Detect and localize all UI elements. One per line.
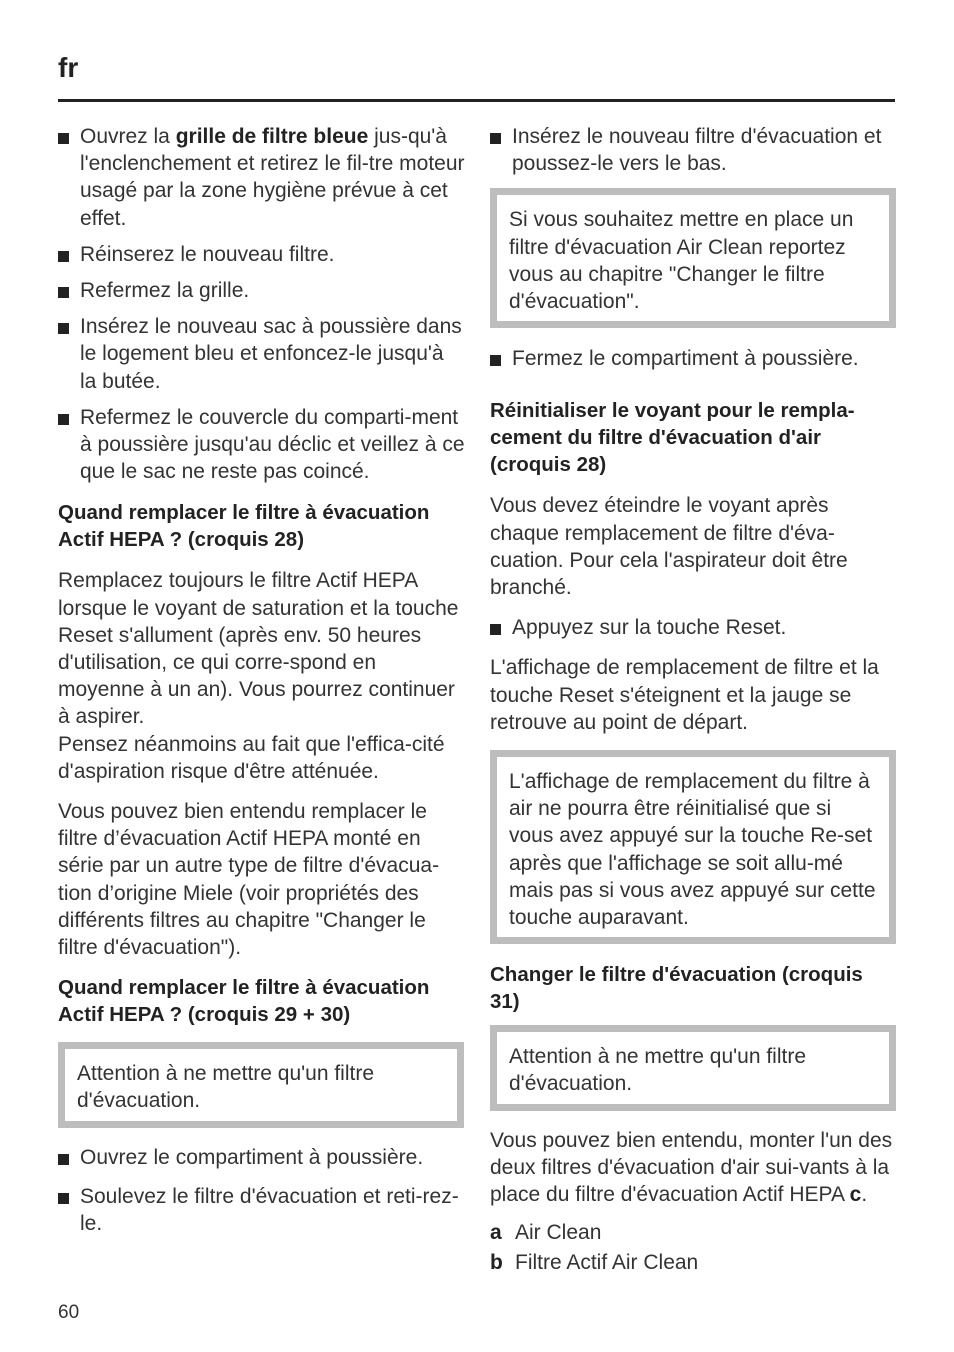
section-heading: Quand remplacer le filtre à évacuation Actif HEPA ? (croquis 28) [58,501,430,552]
paragraph-text: Vous pouvez bien entendu, monter l'un des deux filtres d'évacuation d'air sui-vants à la place du filtre d'évacuation Actif HEPA [490,1128,893,1207]
item-key: b [490,1251,503,1275]
bullet-square-icon [490,355,501,366]
emphasis-text: c [849,1183,862,1207]
note-text: Attention à ne mettre qu'un filtre d'évacuation. [509,1045,807,1096]
list-item [58,123,476,232]
bullet-square-icon [58,133,69,144]
note-box [490,188,896,328]
list-item [490,123,896,177]
paragraph-text: . [861,1183,868,1207]
bullet-square-icon [490,624,501,635]
section-heading: Changer le filtre d'évacuation (croquis 31) [490,963,863,1014]
section-heading: Quand remplacer le filtre à évacuation Actif HEPA ? (croquis 29 + 30) [58,976,430,1027]
language-label: fr [58,52,79,83]
left-column [58,123,464,1246]
bullet-square-icon [58,1154,69,1165]
right-column [490,123,896,1278]
list-item [58,1183,460,1237]
list-item-text: jus-qu'à l'enclenchement et retirez le fil-tre moteur usagé par la zone hygiène prévue à cet effet. [80,125,465,230]
list-item-text: Réinserez le nouveau filtre. [80,242,335,266]
header-rule [58,99,895,102]
list-item-text: Insérez le nouveau filtre d'évacuation et poussez-le vers le bas. [512,125,882,176]
page-number: 60 [58,1302,80,1323]
list-item [58,1144,464,1171]
paragraph [490,1127,896,1209]
paragraph-text: Pensez néanmoins au fait que l'effica-cité d'aspiration risque d'être atténuée. [58,732,445,783]
paragraph [58,567,464,785]
list-item-text: Insérez le nouveau sac à poussière dans le logement bleu et enfoncez-le jusqu'à la butée. [80,315,462,393]
paragraph: L'affichage de remplacement de filtre et la touche Reset s'éteignent et la jauge se retrouve au point de départ. [490,656,879,734]
paragraph: Vous devez éteindre le voyant après chaque remplacement de filtre d'éva-cuation. Pour cela l'aspirateur doit être branché. [490,494,848,600]
list-item [58,241,464,268]
emphasis-text: grille de filtre bleue [175,125,369,148]
list-item [58,277,464,304]
labeled-item [490,1248,896,1278]
bullet-square-icon [490,133,501,144]
bullet-square-icon [58,323,69,334]
item-text: Air Clean [515,1221,602,1245]
list-item [490,345,896,372]
note-text: L'affichage de remplacement du filtre à air ne pourra être réinitialisé que si vous avez appuyé sur la touche Re-set après que l'affichage se soit allu-mé mais pas si vous avez appuyé sur cette touche auparavant. [509,770,876,930]
list-item [58,313,464,395]
list-item-text: Refermez le couvercle du comparti-ment à poussière jusqu'au déclic et veillez à ce que le sac ne reste pas coincé. [80,405,465,484]
list-item-text: Ouvrez la [80,125,176,148]
note-box [490,750,896,944]
list-item-text: Appuyez sur la touche Reset. [512,616,787,640]
list-item [58,404,468,486]
note-text: Si vous souhaitez mettre en place un filtre d'évacuation Air Clean reportez vous au chapitre "Changer le filtre d'évacuation". [509,208,854,314]
bullet-square-icon [58,1193,69,1204]
bullet-square-icon [58,287,69,298]
list-item-text: Ouvrez le compartiment à poussière. [80,1145,424,1169]
bullet-square-icon [58,414,69,425]
paragraph-text: Remplacez toujours le filtre Actif HEPA lorsque le voyant de saturation et la touche Reset s'allument (après env. 50 heures d'utilisation, ce qui corre-spond en moyenne à un an). Vous pourrez continuer à aspirer. [58,569,459,729]
note-box [490,1025,896,1110]
bullet-square-icon [58,251,69,262]
section-heading: Réinitialiser le voyant pour le rempla-cement du filtre d'évacuation d'air (croquis 28) [490,399,855,477]
note-box [58,1042,464,1127]
labeled-item [490,1218,896,1248]
note-text: Attention à ne mettre qu'un filtre d'évacuation. [77,1062,375,1113]
list-item-text: Fermez le compartiment à poussière. [512,347,859,371]
list-item-text: Soulevez le filtre d'évacuation et reti-rez-le. [80,1184,459,1236]
list-item [490,614,896,641]
item-key: a [490,1221,502,1245]
item-text: Filtre Actif Air Clean [515,1251,699,1275]
paragraph: Vous pouvez bien entendu remplacer le filtre d’évacuation Actif HEPA monté en série par un autre type de filtre d'évacua-tion d’origine Miele (voir propriétés des différents filtres au chapitre "Changer le filtre d'évacuation"). [58,800,440,960]
list-item-text: Refermez la grille. [80,279,250,303]
